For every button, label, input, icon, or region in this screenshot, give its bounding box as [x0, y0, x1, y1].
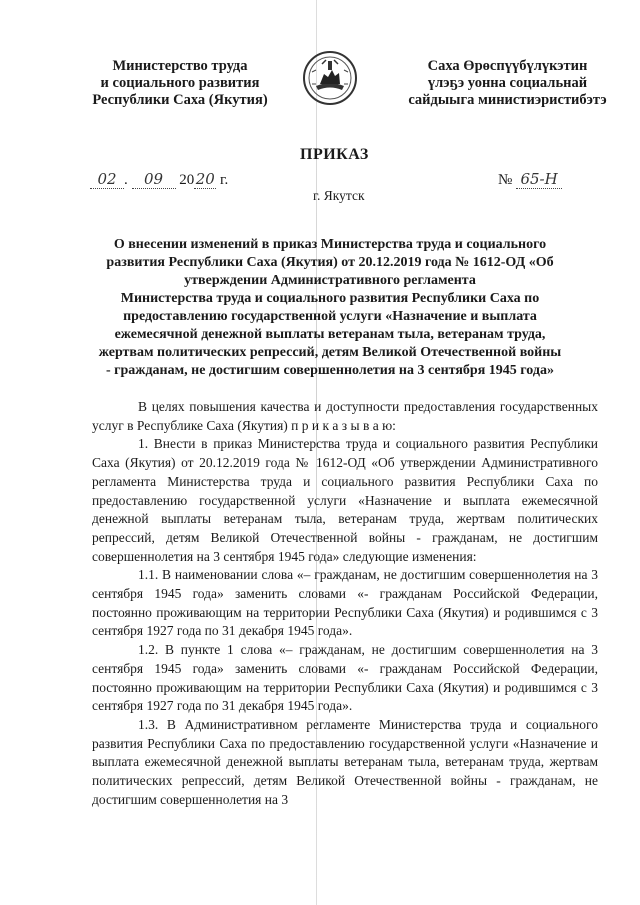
header-left — [80, 58, 280, 109]
body-paragraph: 1.3. В Административном регламенте Министерства труда и социального развития Республики Саха по предоставлению государственной услуги «Назначение и выплата ежемесячной денежной выплаты ветеранам тыла, ветеранам труда, жертвам политических репрессий, детям Великой Отечественной войны - гражданам, не достигшим совершеннолетия на 3 — [92, 716, 598, 807]
date-day: 02 — [90, 170, 124, 189]
header-right-line: Саха Өрөспүүбүлүкэтин — [427, 58, 588, 74]
subject-line: ежемесячной денежной выплаты ветеранам тыла, ветеранам труда, — [114, 327, 546, 342]
document-body — [92, 398, 598, 809]
body-paragraph: 1. Внести в приказ Министерства труда и социального развития Республики Саха (Якутия) от 20.12.2019 года № 1612-ОД «Об утверждении Административного регламента Министерства труда и социального развития Республики Саха по предоставлению государственной услуги «Назначение и выплата ежемесячной денежной выплаты ветеранам тыла, ветеранам труда, жертвам политических репрессий, детям Великой Отечественной войны - гражданам, не достигшим совершеннолетия на 3 сентября 1945 года» следующие изменения: — [92, 436, 598, 564]
body-paragraph: В целях повышения качества и доступности предоставления государственных услуг в Республике Саха (Якутия) п р и к а з ы в а ю: — [92, 399, 598, 433]
document-title: ПРИКАЗ — [300, 146, 369, 163]
coat-of-arms-icon — [302, 50, 358, 106]
document-city: г. Якутск — [313, 188, 365, 203]
body-paragraph: 1.2. В пункте 1 слова «– гражданам, не достигшим совершеннолетия на 3 сентября 1945 года» заменить словами «- гражданам Российской Федерации, постоянно проживающим на территории Республики Саха (Якутия) и родившимся с 3 сентября 1927 года по 31 декабря 1945 года». — [92, 642, 598, 714]
body-paragraph: 1.1. В наименовании слова «– гражданам, не достигшим совершеннолетия на 3 сентября 1945 года» заменить словами «- гражданам Российской Федерации, постоянно проживающим на территории Республики Саха (Якутия) и родившимся с 3 сентября 1927 года по 31 декабря 1945 года». — [92, 567, 598, 639]
header-right-line: үлэҕэ уонна социальнай — [427, 75, 588, 91]
header-right — [395, 58, 620, 109]
subject-line: предоставлению государственной услуги «Назначение и выплата — [123, 309, 537, 324]
date-year-prefix: 20 — [179, 172, 195, 188]
header-left-line: Министерство труда — [112, 58, 248, 74]
date-month: 09 — [132, 170, 176, 189]
document-number — [498, 170, 562, 189]
number-prefix: № — [498, 172, 513, 188]
date-year-suffix: 20 — [195, 170, 215, 188]
subject-line: Министерства труда и социального развития Республики Саха по — [120, 291, 540, 306]
subject-line: утверждении Административного регламента — [184, 273, 476, 288]
subject-line: развития Республики Саха (Якутия) от 20.12.2019 года № 1612-ОД «Об — [106, 255, 554, 270]
date-suffix: г. — [220, 172, 229, 188]
subject-line: - гражданам, не достигшим совершеннолетия на 3 сентября 1945 года» — [106, 363, 554, 378]
subject-line: О внесении изменений в приказ Министерства труда и социального — [113, 237, 547, 252]
document-subject — [80, 236, 580, 380]
header-left-line: и социального развития — [100, 75, 260, 91]
number-value: 65-Н — [516, 170, 562, 189]
document-date: 02 . 09 2020 г. — [90, 170, 228, 189]
subject-line: жертвам политических репрессий, детям Великой Отечественной войны — [98, 345, 562, 360]
header-left-line: Республики Саха (Якутия) — [92, 92, 268, 108]
header-right-line: сайдыыга министиэристибэтэ — [408, 92, 607, 108]
